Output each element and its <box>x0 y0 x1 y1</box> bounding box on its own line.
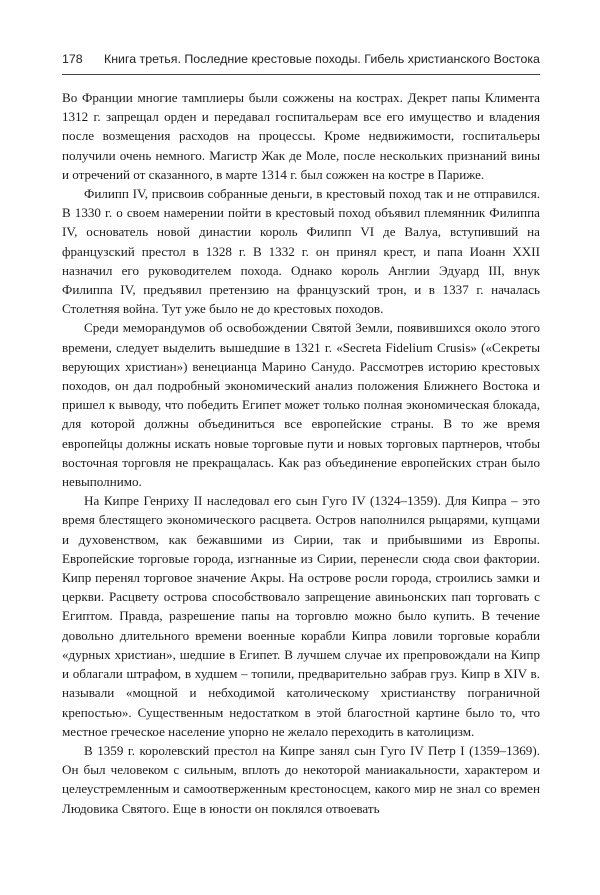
paragraph-2: Филипп IV, присвоив собранные деньги, в крестовый поход так и не отправился. В 1330 г. о своем намерении пойти в крестовый поход объявил племянник Филиппа IV, основатель новой династии король Филипп VI де Валуа, вступивший на французский престол в 1328 г. В 1332 г. он принял крест, и папа Иоанн XXII назначил его руководителем похода. Однако король Англии Эдуард III, внук Филиппа IV, предъявил претензию на французский трон, и в 1337 г. началась Столетняя война. Тут уже было не до крестовых походов. <box>62 186 540 317</box>
header-divider <box>62 74 540 75</box>
page-header <box>62 50 542 68</box>
running-title: Книга третья. Последние крестовые походы. Гибель христианского Востока <box>104 52 540 66</box>
page-number: 178 <box>62 52 83 66</box>
paragraph-4: На Кипре Генриху II наследовал его сын Гуго IV (1324–1359). Для Кипра – это время блестящего экономического расцвета. Остров наполнился рыцарями, купцами и духовенством, как бежавшими из Сирии, так и прибывшими из Европы. Европейские торговые города, изгнанные из Сирии, перенесли сюда свои фактории. Кипр перенял торговое значение Акры. На острове росли города, строились замки и церкви. Расцвету острова способствовало запрещение авиньонских пап торговать с Египтом. Правда, разрешение папы на торговлю можно было купить. В течение довольно длительного времени военные корабли Кипра ловили торговые корабли «дурных христиан», шедшие в Египет. В лучшем случае их препровождали на Кипр и облагали штрафом, в худшем – топили, предварительно забрав груз. Кипр в XIV в. называли «мощной и небходимой католическому христианству пограничной крепостью». Существенным недостатком в этой благостной картине было то, что местное греческое население упорно не желало переходить в католицизм. <box>62 493 540 739</box>
paragraph-3: Среди меморандумов об освобождении Святой Земли, появившихся около этого времени, следует выделить вышедшие в 1321 г. «Secreta Fidelium Crusis» («Секреты верующих христиан») венецианца Марино Санудо. Рассмотрев историю крестовых походов, он дал подробный экономический анализ положения Ближнего Востока и пришел к выводу, что победить Египет может только полная экономическая блокада, для которой должны объединиться все европейские страны. В то же время европейцы должны искать новые торговые пути и новых торговых партнеров, чтобы восточная торговля не прекращалась. Как раз объединение европейских стран было невыполнимо. <box>62 320 540 490</box>
paragraph-5: В 1359 г. королевский престол на Кипре занял сын Гуго IV Петр I (1359–1369). Он был человеком с сильным, вплоть до некоторой маниакальности, характером и целеустремленным и самоотверженным крестоносцем, какого мир не знал со времен Людовика Святого. Еще в юности он поклялся отвоевать <box>62 742 540 816</box>
body-text <box>62 88 540 818</box>
paragraph-1: Во Франции многие тамплиеры были сожжены на кострах. Декрет папы Климента 1312 г. запрещал орден и передавал госпитальерам все его имущество и владения после возмещения расходов на процессы. Кроме недвижимости, госпитальеры получили очень немного. Магистр Жак де Моле, после нескольких признаний вины и отречений от сказанного, в марте 1314 г. был сожжен на костре в Париже. <box>62 90 540 182</box>
